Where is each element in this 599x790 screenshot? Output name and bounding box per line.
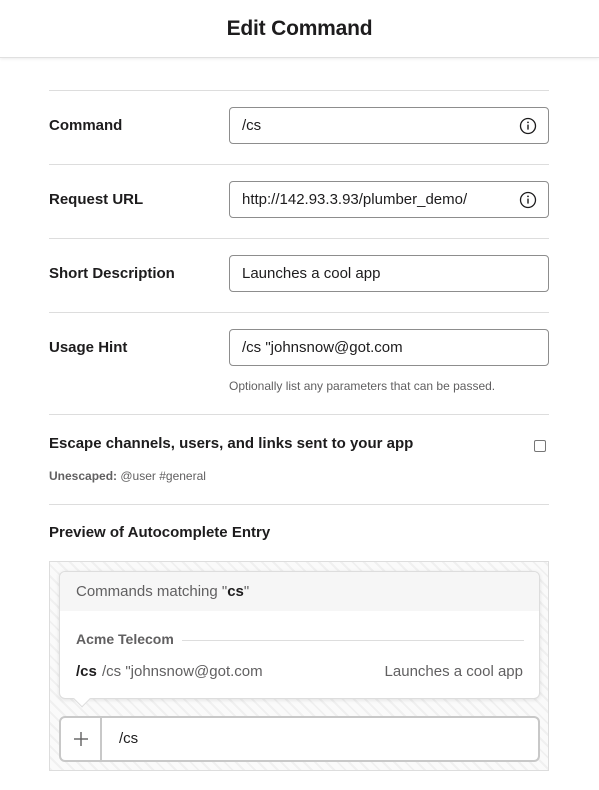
group-divider: [182, 640, 524, 641]
short-description-input-value: Launches a cool app: [242, 265, 381, 282]
divider: [49, 414, 549, 415]
message-composer[interactable]: [59, 716, 540, 762]
usage-hint-input-value: /cs "johnsnow@got.com: [242, 339, 403, 356]
divider: [49, 238, 549, 239]
command-input[interactable]: [229, 107, 549, 144]
entry-command[interactable]: /cs: [76, 663, 97, 680]
matching-prefix: Commands matching ": [76, 583, 228, 600]
request-url-input-value: http://142.93.3.93/plumber_demo/: [242, 191, 468, 208]
request-url-input[interactable]: [229, 181, 549, 218]
plus-icon: [73, 731, 89, 747]
command-label: Command: [49, 117, 123, 134]
preview-title: Preview of Autocomplete Entry: [49, 524, 271, 541]
divider: [49, 312, 549, 313]
escape-option-label: Escape channels, users, and links sent to your app: [49, 435, 414, 452]
composer-text: /cs: [119, 730, 139, 747]
autocomplete-header: [60, 572, 539, 611]
entry-hint: /cs "johnsnow@got.com: [102, 663, 263, 680]
usage-hint-label: Usage Hint: [49, 339, 128, 356]
page-title: Edit Command: [226, 16, 373, 40]
escape-checkbox[interactable]: [534, 440, 546, 452]
unescaped-label: Unescaped:: [49, 469, 118, 483]
matching-suffix: ": [243, 583, 250, 600]
short-description-label: Short Description: [49, 265, 175, 282]
page-header: [0, 0, 599, 58]
info-icon[interactable]: [519, 191, 537, 209]
usage-hint-input[interactable]: [229, 329, 549, 366]
unescaped-example: [49, 469, 206, 483]
short-description-input[interactable]: [229, 255, 549, 292]
request-url-label: Request URL: [49, 191, 144, 208]
divider: [49, 90, 549, 91]
divider: [49, 504, 549, 505]
entry-description: Launches a cool app: [384, 663, 523, 680]
info-icon[interactable]: [519, 117, 537, 135]
usage-hint-help-text: Optionally list any parameters that can be passed.: [229, 379, 496, 393]
unescaped-example-text: @user #general: [117, 469, 206, 483]
command-input-value: /cs: [242, 117, 262, 134]
composer-plus-button[interactable]: [61, 718, 102, 760]
autocomplete-popup: [59, 571, 540, 699]
divider: [49, 164, 549, 165]
matching-query: cs: [227, 583, 244, 600]
autocomplete-group-label: Acme Telecom: [76, 631, 174, 647]
